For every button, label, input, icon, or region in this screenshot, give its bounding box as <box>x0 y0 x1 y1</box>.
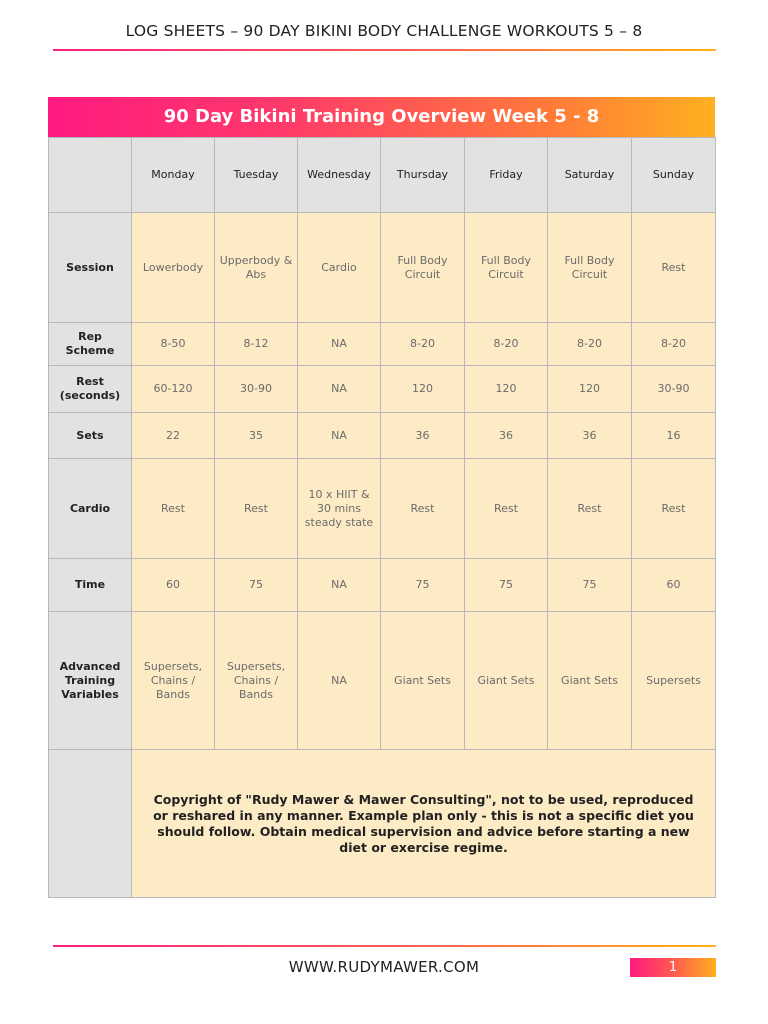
table-cell: Upperbody & Abs <box>215 213 298 323</box>
table-cell: 75 <box>381 559 465 612</box>
table-row-rest <box>49 366 716 413</box>
table-row-advanced-variables <box>49 612 716 750</box>
table-cell: NA <box>298 413 381 459</box>
table-cell: Rest <box>215 459 298 559</box>
table-cell: Giant Sets <box>465 612 548 750</box>
row-label-sets: Sets <box>49 413 132 459</box>
table-cell: Rest <box>465 459 548 559</box>
row-label-rep-scheme: Rep Scheme <box>49 323 132 366</box>
table-row-rep-scheme <box>49 323 716 366</box>
table-cell: 8-20 <box>548 323 632 366</box>
table-cell: Full Body Circuit <box>548 213 632 323</box>
table-cell: Lowerbody <box>132 213 215 323</box>
table-title: 90 Day Bikini Training Overview Week 5 - 8 <box>48 97 715 137</box>
table-cell: 75 <box>215 559 298 612</box>
table-row-time <box>49 559 716 612</box>
table-cell: Full Body Circuit <box>381 213 465 323</box>
row-label-rest: Rest (seconds) <box>49 366 132 413</box>
day-header-row <box>49 138 716 213</box>
table-cell: 8-50 <box>132 323 215 366</box>
table-cell: Rest <box>632 213 716 323</box>
day-header-friday: Friday <box>465 138 548 213</box>
table-row-sets <box>49 413 716 459</box>
table-cell: 36 <box>465 413 548 459</box>
table-cell: 22 <box>132 413 215 459</box>
table-cell: 8-20 <box>465 323 548 366</box>
table-cell: 120 <box>381 366 465 413</box>
footer-divider <box>53 945 716 947</box>
table-cell: Supersets <box>632 612 716 750</box>
table-cell: Cardio <box>298 213 381 323</box>
table-cell: 8-12 <box>215 323 298 366</box>
row-label-cardio: Cardio <box>49 459 132 559</box>
table-cell: 30-90 <box>632 366 716 413</box>
table-cell: Rest <box>632 459 716 559</box>
copyright-note: Copyright of "Rudy Mawer & Mawer Consulting", not to be used, reproduced or reshared in any manner. Example plan only - this is not a specific diet you should follow. Obtain medical supervision and advice before starting a new diet or exercise regime. <box>132 750 716 898</box>
table-cell: 75 <box>548 559 632 612</box>
row-label-time: Time <box>49 559 132 612</box>
page-number-badge: 1 <box>630 958 716 977</box>
table-cell: NA <box>298 612 381 750</box>
table-cell: Giant Sets <box>381 612 465 750</box>
table-row-cardio <box>49 459 716 559</box>
table-row-note <box>49 750 716 898</box>
table-cell: 36 <box>548 413 632 459</box>
table-cell: NA <box>298 559 381 612</box>
table-cell: 8-20 <box>381 323 465 366</box>
day-header-thursday: Thursday <box>381 138 465 213</box>
table-cell: Rest <box>132 459 215 559</box>
table-cell: 16 <box>632 413 716 459</box>
page-header-title: LOG SHEETS – 90 DAY BIKINI BODY CHALLENGE WORKOUTS 5 – 8 <box>125 22 643 40</box>
table-cell: NA <box>298 366 381 413</box>
table-cell: NA <box>298 323 381 366</box>
table-cell: Rest <box>381 459 465 559</box>
training-overview-table <box>48 137 716 898</box>
table-cell: 8-20 <box>632 323 716 366</box>
day-header-sunday: Sunday <box>632 138 716 213</box>
table-cell: 60-120 <box>132 366 215 413</box>
footer-website-link[interactable]: WWW.RUDYMAWER.COM <box>288 958 480 976</box>
table-row-session <box>49 213 716 323</box>
table-cell: Full Body Circuit <box>465 213 548 323</box>
table-cell: Supersets, Chains / Bands <box>132 612 215 750</box>
table-cell: 36 <box>381 413 465 459</box>
table-cell: 75 <box>465 559 548 612</box>
day-header-monday: Monday <box>132 138 215 213</box>
table-cell: 60 <box>632 559 716 612</box>
table-cell: Supersets, Chains / Bands <box>215 612 298 750</box>
note-label-cell <box>49 750 132 898</box>
table-cell: 120 <box>548 366 632 413</box>
table-cell: 60 <box>132 559 215 612</box>
table-cell: 35 <box>215 413 298 459</box>
day-header-saturday: Saturday <box>548 138 632 213</box>
row-label-session: Session <box>49 213 132 323</box>
day-header-wednesday: Wednesday <box>298 138 381 213</box>
table-cell: Rest <box>548 459 632 559</box>
corner-cell <box>49 138 132 213</box>
row-label-advanced-variables: Advanced Training Variables <box>49 612 132 750</box>
table-cell: 10 x HIIT & 30 mins steady state <box>298 459 381 559</box>
day-header-tuesday: Tuesday <box>215 138 298 213</box>
table-cell: 30-90 <box>215 366 298 413</box>
table-cell: 120 <box>465 366 548 413</box>
header-divider <box>53 49 716 51</box>
table-cell: Giant Sets <box>548 612 632 750</box>
